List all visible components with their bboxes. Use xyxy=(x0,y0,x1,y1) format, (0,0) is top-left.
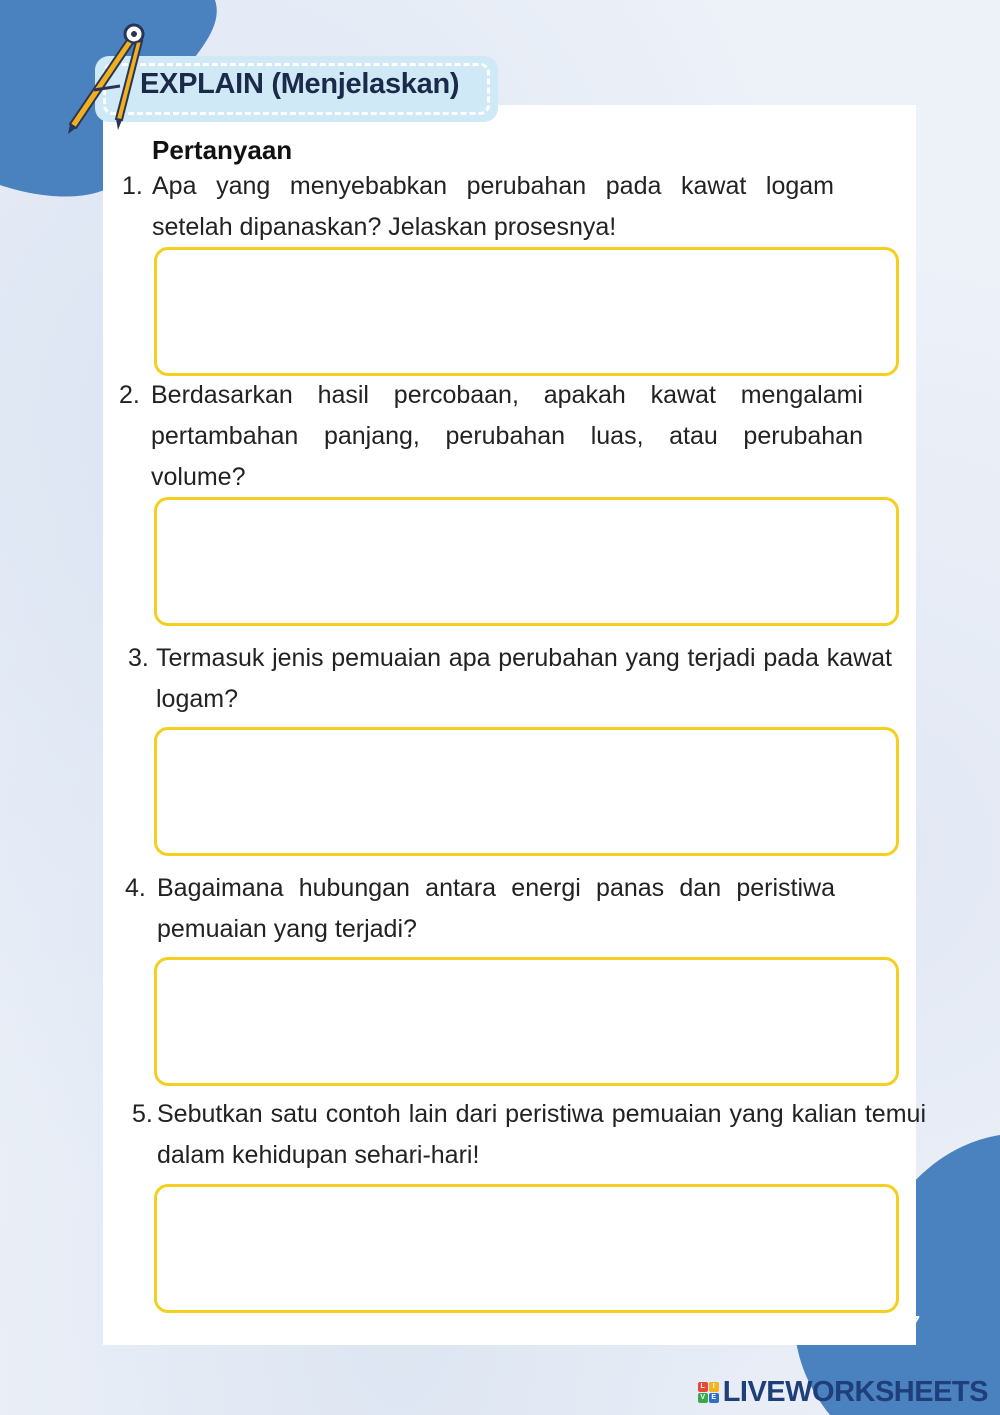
question-text: Bagaimana hubungan antara energi panas dan peristiwa pemuaian yang terjadi? xyxy=(157,874,835,943)
header-title: EXPLAIN (Menjelaskan) xyxy=(140,68,460,100)
liveworksheets-wordmark: LIVEWORKSHEETS xyxy=(722,1376,988,1408)
question-2 xyxy=(119,375,863,498)
answer-box-4[interactable] xyxy=(154,957,899,1086)
logo-letter: E xyxy=(709,1393,719,1403)
logo-letter: V xyxy=(698,1393,708,1403)
question-number: 1. xyxy=(122,172,143,200)
question-number: 5. xyxy=(132,1100,153,1128)
question-4 xyxy=(125,868,835,950)
logo-letter: I xyxy=(709,1382,719,1392)
answer-box-3[interactable] xyxy=(154,727,899,856)
question-text: Sebutkan satu contoh lain dari peristiwa pemuaian yang kalian temui dalam kehidupan sehari-hari! xyxy=(157,1100,926,1169)
question-text: Apa yang menyebabkan perubahan pada kawat logam setelah dipanaskan? Jelaskan prosesnya! xyxy=(152,172,834,241)
question-1 xyxy=(122,166,834,248)
answer-box-2[interactable] xyxy=(154,497,899,626)
question-3 xyxy=(128,638,892,720)
answer-box-5[interactable] xyxy=(154,1184,899,1313)
question-number: 2. xyxy=(119,381,140,409)
logo-letter: L xyxy=(698,1382,708,1392)
liveworksheets-logo-icon xyxy=(698,1382,719,1403)
question-number: 3. xyxy=(128,644,149,672)
section-heading: Pertanyaan xyxy=(152,135,293,165)
question-5 xyxy=(132,1094,926,1176)
question-text: Berdasarkan hasil percobaan, apakah kawat mengalami pertambahan panjang, perubahan luas, atau perubahan volume? xyxy=(151,381,863,491)
liveworksheets-brand[interactable] xyxy=(698,1376,988,1409)
question-text: Termasuk jenis pemuaian apa perubahan yang terjadi pada kawat logam? xyxy=(156,644,892,713)
question-number: 4. xyxy=(125,874,146,902)
page-number: 7 xyxy=(906,1310,921,1340)
answer-box-1[interactable] xyxy=(154,247,899,376)
